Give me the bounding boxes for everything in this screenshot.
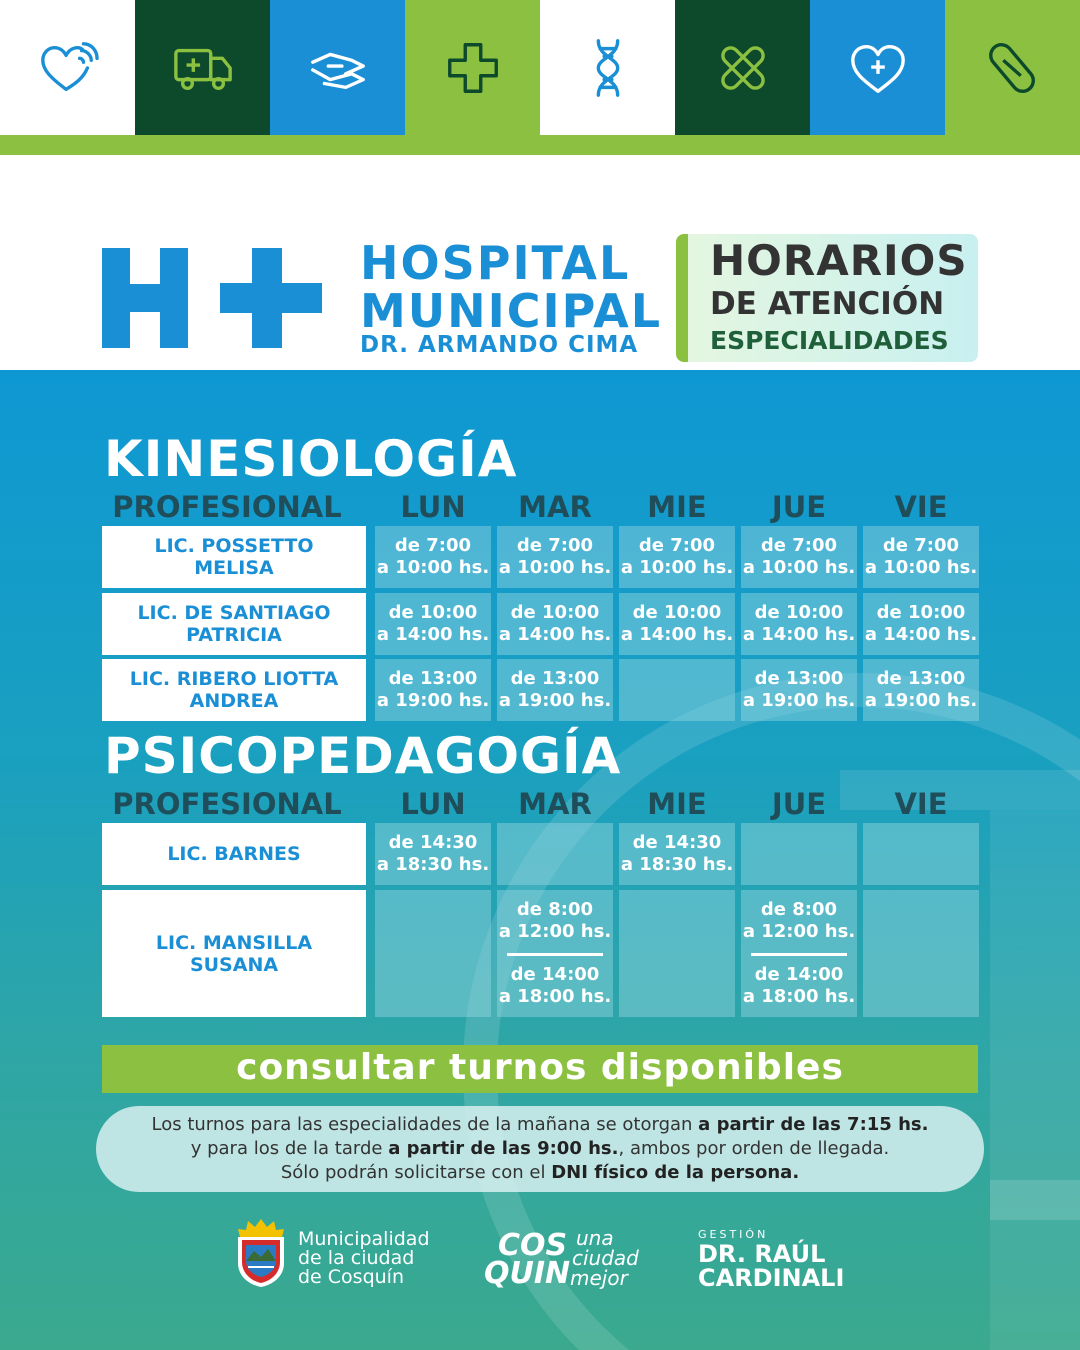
hospital-line2: MUNICIPAL [360,284,663,338]
schedule-slot: de 8:00 a 12:00 hs. de 14:00 a 18:00 hs. [497,890,613,1017]
horarios-line1: HORARIOS [710,236,968,285]
schedule-slot-empty [863,890,979,1017]
tile-heart-cross [810,0,945,135]
muni-line3: de Cosquín [298,1266,405,1288]
profesional-name: SUSANA [189,953,279,976]
psico-header-jue: JUE [771,787,827,821]
kine-header-jue: JUE [771,490,827,524]
psico-header-mar: MAR [518,787,592,821]
kine-header-vie: VIE [894,490,948,524]
kine-header-lun: LUN [400,490,466,524]
profesional-name: LIC. MANSILLA [155,931,313,954]
gestion-name2: CARDINALI [698,1264,845,1292]
schedule-slot: de 10:00 a 14:00 hs. [619,593,735,655]
kinesiologia-title: KINESIOLOGÍA [104,430,518,488]
schedule-slot: de 14:30 a 18:30 hs. [375,823,491,885]
medical-cross-icon [442,37,504,99]
gestion-name1: DR. RAÚL [698,1240,826,1268]
schedule-slot-empty [619,890,735,1017]
schedule-slot: de 10:00 a 14:00 hs. [863,593,979,655]
tile-dna [540,0,675,135]
heart-signal-icon [37,37,99,99]
gestion-label: GESTIÓN [698,1228,769,1241]
kine-header-mar: MAR [518,490,592,524]
schedule-slot: de 10:00 a 14:00 hs. [741,593,857,655]
cos-small2: ciudad [572,1246,639,1270]
municipal-shield-icon [234,1215,288,1289]
psico-header-profesional: PROFESIONAL [112,787,342,821]
tile-heart [0,0,135,135]
table-row-name [102,526,366,588]
schedule-slot: de 7:00 a 10:00 hs. [863,526,979,588]
muni-line1: Municipalidad [298,1228,430,1250]
psico-header-vie: VIE [894,787,948,821]
kine-header-profesional: PROFESIONAL [112,490,342,524]
profesional-name: LIC. POSSETTO [154,535,314,557]
hospital-logo-icon [102,248,322,348]
schedule-slot: de 14:30 a 18:30 hs. [619,823,735,885]
bandage-icon [712,37,774,99]
schedule-slot: de 13:00 a 19:00 hs. [375,659,491,721]
schedule-slot: de 13:00 a 19:00 hs. [863,659,979,721]
green-band [0,135,1080,155]
schedule-slot: de 13:00 a 19:00 hs. [741,659,857,721]
profesional-name: PATRICIA [186,624,282,646]
slot-divider [507,953,603,956]
pill-icon [982,37,1044,99]
municipalidad-logo-text [298,1230,430,1287]
profesional-name: LIC. BARNES [167,843,301,865]
cos-small3: mejor [570,1266,628,1290]
heart-cross-icon [847,37,909,99]
schedule-slot-empty [863,823,979,885]
profesional-name: ANDREA [189,690,279,712]
horarios-line2: DE ATENCIÓN [710,286,945,322]
table-row-name [102,593,366,655]
profesional-name: LIC. DE SANTIAGO [137,602,331,624]
hospital-line1: HOSPITAL [360,236,631,290]
schedule-slot: de 7:00 a 10:00 hs. [497,526,613,588]
schedule-slot-empty [375,890,491,1017]
kine-header-mie: MIE [647,490,707,524]
psico-header-mie: MIE [647,787,707,821]
note-line3: Sólo podrán solicitarse con el DNI físico de la persona. [280,1162,800,1183]
schedule-panel [0,370,1080,1350]
tile-pill [945,0,1080,135]
schedule-slot: de 10:00 a 14:00 hs. [375,593,491,655]
schedule-slot: de 10:00 a 14:00 hs. [497,593,613,655]
hands-icon [307,37,369,99]
info-note [96,1106,984,1192]
schedule-slot-empty [619,659,735,721]
muni-line2: de la ciudad [298,1247,415,1269]
schedule-slot: de 7:00 a 10:00 hs. [619,526,735,588]
profesional-name: LIC. RIBERO LIOTTA [129,668,339,690]
slot-divider [751,953,847,956]
icon-banner [0,0,1080,135]
consult-banner: consultar turnos disponibles [102,1045,978,1093]
table-row-name [102,890,366,1017]
schedule-slot-empty [497,823,613,885]
tile-hands [270,0,405,135]
table-row-name [102,659,366,721]
schedule-slot: de 7:00 a 10:00 hs. [741,526,857,588]
profesional-name: MELISA [194,557,274,579]
note-line1: Los turnos para las especialidades de la mañana se otorgan a partir de las 7:15 hs. [151,1114,929,1135]
psicopedagogia-title: PSICOPEDAGOGÍA [104,727,622,785]
horarios-line3: ESPECIALIDADES [710,326,949,355]
table-row-name [102,823,366,885]
note-line2: y para los de la tarde a partir de las 9:00 hs., ambos por orden de llegada. [190,1138,890,1159]
cos-small1: una [576,1226,614,1250]
hospital-line3: DR. ARMANDO CIMA [360,332,639,358]
cos-big2: QUIN [484,1256,571,1291]
dna-icon [577,37,639,99]
cos-big1: COS [498,1228,568,1263]
ambulance-icon [172,37,234,99]
psico-header-lun: LUN [400,787,466,821]
tile-bandage [675,0,810,135]
tile-cross [405,0,540,135]
horarios-badge [676,234,978,362]
schedule-slot: de 8:00 a 12:00 hs. de 14:00 a 18:00 hs. [741,890,857,1017]
schedule-slot: de 13:00 a 19:00 hs. [497,659,613,721]
schedule-slot: de 7:00 a 10:00 hs. [375,526,491,588]
tile-ambulance [135,0,270,135]
schedule-slot-empty [741,823,857,885]
